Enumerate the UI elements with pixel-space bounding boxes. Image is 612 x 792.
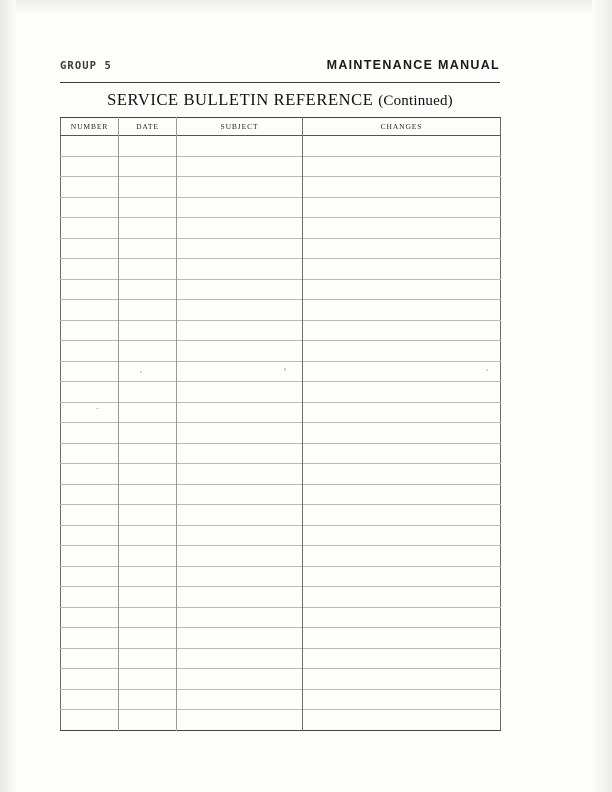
table-cell-date — [119, 218, 177, 239]
table-row — [61, 587, 501, 608]
table-cell-date — [119, 443, 177, 464]
column-header-subject: SUBJECT — [177, 118, 303, 136]
table-body — [61, 136, 501, 731]
table-cell-subject — [177, 136, 303, 157]
table-cell-date — [119, 259, 177, 280]
table-row — [61, 218, 501, 239]
table-cell-number — [61, 648, 119, 669]
table-cell-changes — [303, 607, 501, 628]
table-cell-date — [119, 710, 177, 731]
table-cell-date — [119, 361, 177, 382]
table-cell-number — [61, 525, 119, 546]
table-cell-number — [61, 484, 119, 505]
table-cell-date — [119, 566, 177, 587]
table-cell-subject — [177, 443, 303, 464]
table-cell-changes — [303, 300, 501, 321]
table-cell-subject — [177, 423, 303, 444]
table-cell-subject — [177, 525, 303, 546]
table-cell-date — [119, 300, 177, 321]
table-row — [61, 443, 501, 464]
table-cell-subject — [177, 259, 303, 280]
table-row — [61, 607, 501, 628]
table-cell-date — [119, 279, 177, 300]
table-row — [61, 361, 501, 382]
table-cell-changes — [303, 689, 501, 710]
table-cell-date — [119, 423, 177, 444]
table-cell-number — [61, 361, 119, 382]
table-cell-changes — [303, 546, 501, 567]
table-cell-number — [61, 669, 119, 690]
scan-speck — [284, 368, 286, 371]
table-cell-changes — [303, 505, 501, 526]
column-header-number: NUMBER — [61, 118, 119, 136]
table-cell-changes — [303, 197, 501, 218]
table-cell-subject — [177, 505, 303, 526]
table-row — [61, 669, 501, 690]
table-cell-changes — [303, 177, 501, 198]
table-row — [61, 484, 501, 505]
table-cell-number — [61, 464, 119, 485]
table-row — [61, 423, 501, 444]
table-cell-number — [61, 402, 119, 423]
table-cell-changes — [303, 320, 501, 341]
table-cell-date — [119, 484, 177, 505]
table-cell-changes — [303, 710, 501, 731]
table-cell-subject — [177, 669, 303, 690]
table-cell-subject — [177, 546, 303, 567]
table-cell-subject — [177, 710, 303, 731]
table-cell-subject — [177, 566, 303, 587]
table-cell-subject — [177, 402, 303, 423]
table-row — [61, 525, 501, 546]
table-cell-changes — [303, 443, 501, 464]
table-cell-date — [119, 628, 177, 649]
scan-speck — [140, 371, 142, 373]
group-label: GROUP 5 — [60, 60, 112, 72]
table-cell-number — [61, 218, 119, 239]
table-cell-date — [119, 546, 177, 567]
table-cell-number — [61, 423, 119, 444]
table-cell-changes — [303, 525, 501, 546]
table-row — [61, 259, 501, 280]
table-cell-number — [61, 197, 119, 218]
table-cell-changes — [303, 218, 501, 239]
table-cell-subject — [177, 484, 303, 505]
page-title — [60, 90, 500, 110]
table-cell-number — [61, 320, 119, 341]
table-cell-number — [61, 546, 119, 567]
table-cell-date — [119, 382, 177, 403]
table-cell-changes — [303, 464, 501, 485]
table-row — [61, 402, 501, 423]
table-cell-date — [119, 402, 177, 423]
table-cell-changes — [303, 259, 501, 280]
table-cell-subject — [177, 197, 303, 218]
table-cell-subject — [177, 361, 303, 382]
service-bulletin-table-wrap — [60, 117, 500, 697]
table-header — [61, 118, 501, 136]
table-cell-changes — [303, 382, 501, 403]
table-row — [61, 382, 501, 403]
table-cell-date — [119, 341, 177, 362]
table-cell-subject — [177, 628, 303, 649]
table-cell-number — [61, 566, 119, 587]
scan-edge-top — [0, 0, 612, 14]
scan-speck — [96, 408, 99, 409]
scan-edge-left — [0, 0, 16, 792]
table-row — [61, 300, 501, 321]
table-cell-changes — [303, 156, 501, 177]
table-row — [61, 710, 501, 731]
table-cell-number — [61, 136, 119, 157]
page-title-main: SERVICE BULLETIN REFERENCE — [107, 90, 374, 109]
table-cell-date — [119, 156, 177, 177]
table-row — [61, 156, 501, 177]
scan-edge-right — [592, 0, 612, 792]
manual-title: MAINTENANCE MANUAL — [326, 58, 500, 72]
table-row — [61, 279, 501, 300]
table-cell-changes — [303, 484, 501, 505]
table-row — [61, 341, 501, 362]
table-cell-changes — [303, 423, 501, 444]
table-cell-number — [61, 341, 119, 362]
table-cell-changes — [303, 587, 501, 608]
table-cell-subject — [177, 156, 303, 177]
column-header-date: DATE — [119, 118, 177, 136]
table-cell-number — [61, 279, 119, 300]
table-row — [61, 136, 501, 157]
table-row — [61, 238, 501, 259]
table-cell-subject — [177, 689, 303, 710]
service-bulletin-table — [60, 117, 501, 731]
table-cell-number — [61, 177, 119, 198]
table-cell-date — [119, 177, 177, 198]
table-cell-number — [61, 587, 119, 608]
table-cell-number — [61, 382, 119, 403]
table-cell-number — [61, 259, 119, 280]
table-cell-changes — [303, 402, 501, 423]
table-cell-number — [61, 689, 119, 710]
table-cell-changes — [303, 136, 501, 157]
table-cell-changes — [303, 341, 501, 362]
table-cell-date — [119, 238, 177, 259]
table-cell-changes — [303, 238, 501, 259]
table-row — [61, 197, 501, 218]
table-cell-subject — [177, 238, 303, 259]
table-cell-subject — [177, 587, 303, 608]
table-row — [61, 464, 501, 485]
table-row — [61, 566, 501, 587]
table-cell-subject — [177, 320, 303, 341]
table-cell-changes — [303, 566, 501, 587]
table-cell-changes — [303, 669, 501, 690]
table-cell-date — [119, 587, 177, 608]
table-cell-subject — [177, 341, 303, 362]
table-cell-date — [119, 525, 177, 546]
table-cell-number — [61, 300, 119, 321]
table-cell-changes — [303, 628, 501, 649]
table-cell-subject — [177, 382, 303, 403]
table-cell-date — [119, 136, 177, 157]
table-cell-number — [61, 505, 119, 526]
table-cell-number — [61, 628, 119, 649]
table-cell-date — [119, 505, 177, 526]
table-cell-subject — [177, 607, 303, 628]
scan-speck — [486, 369, 488, 371]
table-cell-subject — [177, 648, 303, 669]
table-cell-subject — [177, 300, 303, 321]
table-row — [61, 505, 501, 526]
table-row — [61, 320, 501, 341]
table-cell-changes — [303, 279, 501, 300]
table-cell-date — [119, 648, 177, 669]
page-title-continued: (Continued) — [378, 93, 453, 109]
table-cell-subject — [177, 279, 303, 300]
page-header — [60, 58, 500, 80]
header-divider — [60, 82, 500, 83]
table-row — [61, 648, 501, 669]
table-row — [61, 177, 501, 198]
table-cell-date — [119, 464, 177, 485]
table-cell-date — [119, 669, 177, 690]
table-cell-changes — [303, 648, 501, 669]
table-header-row — [61, 118, 501, 136]
table-cell-number — [61, 443, 119, 464]
table-cell-number — [61, 710, 119, 731]
table-cell-number — [61, 238, 119, 259]
table-cell-number — [61, 607, 119, 628]
table-cell-subject — [177, 177, 303, 198]
table-cell-date — [119, 320, 177, 341]
table-cell-date — [119, 607, 177, 628]
table-row — [61, 689, 501, 710]
table-cell-date — [119, 689, 177, 710]
table-row — [61, 546, 501, 567]
table-row — [61, 628, 501, 649]
table-cell-date — [119, 197, 177, 218]
table-cell-changes — [303, 361, 501, 382]
table-cell-subject — [177, 218, 303, 239]
table-cell-number — [61, 156, 119, 177]
column-header-changes: CHANGES — [380, 122, 423, 131]
table-cell-subject — [177, 464, 303, 485]
